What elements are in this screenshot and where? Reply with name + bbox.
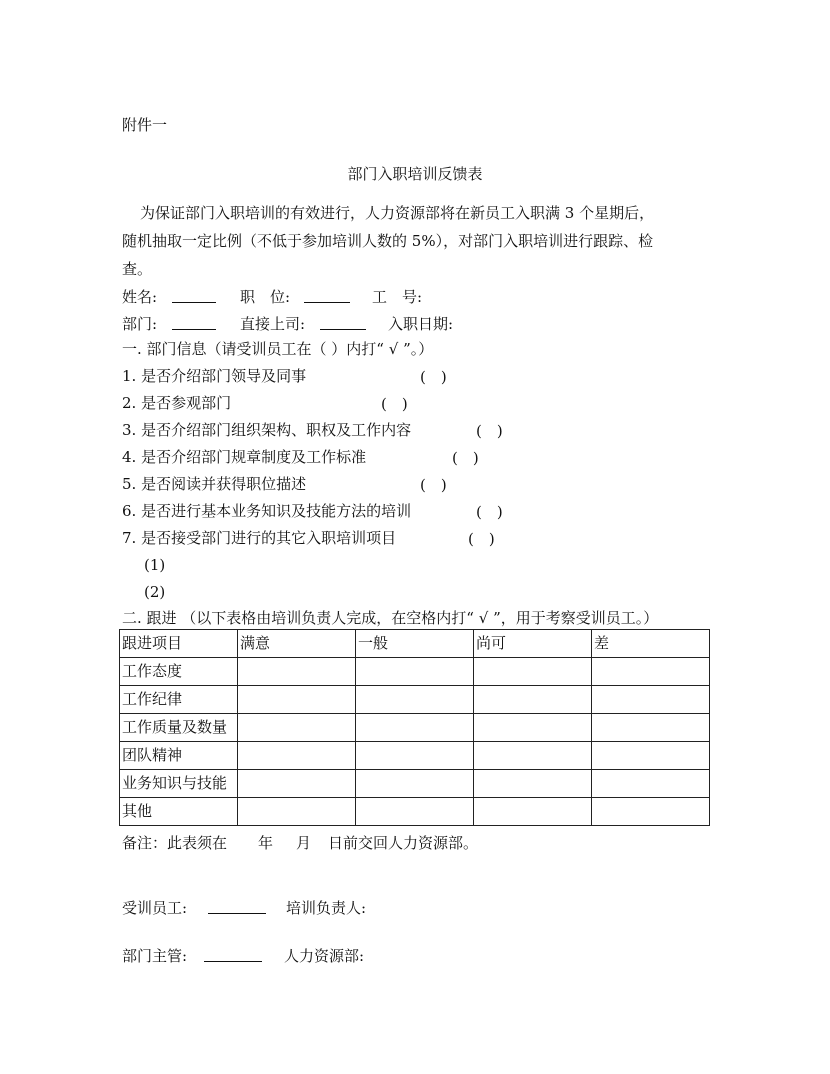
manager-signature-field[interactable] [204, 947, 262, 962]
attachment-label: 附件一 [122, 116, 168, 134]
table-cell[interactable] [592, 658, 710, 686]
section1-heading: 一. 部门信息（请受训员工在（ ）内打“ √ ”。） [122, 340, 434, 358]
table-row [120, 798, 710, 826]
table-cell[interactable] [238, 742, 356, 770]
intro-line-2: 随机抽取一定比例（不低于参加培训人数的 5%），对部门入职培训进行跟踪、检 [122, 232, 654, 250]
sub-item-2: (2) [144, 583, 166, 601]
table-header-item: 跟进项目 [120, 630, 238, 658]
intro-line-3: 查。 [122, 260, 153, 278]
table-cell[interactable] [474, 742, 592, 770]
table-cell[interactable] [238, 686, 356, 714]
question-3-checkbox[interactable]: ( ) [476, 422, 503, 440]
position-field[interactable] [304, 288, 350, 303]
table-header-acceptable: 尚可 [474, 630, 592, 658]
table-cell[interactable] [474, 714, 592, 742]
table-cell[interactable] [356, 714, 474, 742]
table-cell[interactable] [592, 686, 710, 714]
name-field[interactable] [172, 288, 216, 303]
position-label: 职 位: [240, 288, 291, 306]
row-label: 其他 [120, 798, 238, 826]
table-cell[interactable] [356, 742, 474, 770]
question-3: 3. 是否介绍部门组织架构、职权及工作内容 [122, 421, 412, 439]
hire-date-label: 入职日期: [388, 315, 454, 333]
question-7-checkbox[interactable]: ( ) [468, 530, 495, 548]
question-2-checkbox[interactable]: ( ) [381, 395, 408, 413]
table-row [120, 714, 710, 742]
table-cell[interactable] [238, 798, 356, 826]
table-header-row [120, 630, 710, 658]
question-5-checkbox[interactable]: ( ) [420, 476, 447, 494]
intro-line-1: 为保证部门入职培训的有效进行，人力资源部将在新员工入职满 3 个星期后， [140, 204, 655, 222]
question-4: 4. 是否介绍部门规章制度及工作标准 [122, 448, 367, 466]
employee-id-label: 工 号: [372, 288, 423, 306]
manager-label: 部门主管: [122, 947, 188, 965]
trainee-label: 受训员工: [122, 899, 188, 917]
table-header-poor: 差 [592, 630, 710, 658]
table-cell[interactable] [238, 770, 356, 798]
table-cell[interactable] [592, 714, 710, 742]
table-cell[interactable] [356, 658, 474, 686]
sub-item-1: (1) [144, 556, 166, 574]
question-1: 1. 是否介绍部门领导及同事 [122, 367, 307, 385]
table-row [120, 686, 710, 714]
table-header-average: 一般 [356, 630, 474, 658]
table-cell[interactable] [592, 742, 710, 770]
section2-heading: 二. 跟进 （以下表格由培训负责人完成，在空格内打“ √ ”，用于考察受训员工。） [122, 609, 659, 627]
table-cell[interactable] [356, 770, 474, 798]
table-cell[interactable] [238, 658, 356, 686]
name-label: 姓名: [122, 288, 158, 306]
question-6-checkbox[interactable]: ( ) [476, 503, 503, 521]
remark-suffix: 日前交回人力资源部。 [328, 834, 479, 852]
question-1-checkbox[interactable]: ( ) [420, 368, 447, 386]
supervisor-field[interactable] [320, 315, 366, 330]
row-label: 工作态度 [120, 658, 238, 686]
remark-year: 年 [258, 834, 274, 852]
form-title: 部门入职培训反馈表 [347, 165, 483, 183]
table-cell[interactable] [356, 686, 474, 714]
table-row [120, 742, 710, 770]
question-7: 7. 是否接受部门进行的其它入职培训项目 [122, 529, 397, 547]
row-label: 工作质量及数量 [120, 714, 238, 742]
row-label: 业务知识与技能 [120, 770, 238, 798]
trainee-signature-field[interactable] [208, 899, 266, 914]
supervisor-label: 直接上司: [240, 315, 306, 333]
remark-prefix: 备注：此表须在 [122, 834, 228, 852]
question-2: 2. 是否参观部门 [122, 394, 232, 412]
row-label: 团队精神 [120, 742, 238, 770]
followup-table [119, 629, 710, 826]
table-cell[interactable] [474, 658, 592, 686]
table-cell[interactable] [356, 798, 474, 826]
table-cell[interactable] [474, 798, 592, 826]
question-5: 5. 是否阅读并获得职位描述 [122, 475, 307, 493]
table-cell[interactable] [474, 686, 592, 714]
hr-label: 人力资源部: [284, 947, 365, 965]
question-4-checkbox[interactable]: ( ) [452, 449, 479, 467]
table-row [120, 770, 710, 798]
table-cell[interactable] [238, 714, 356, 742]
question-6: 6. 是否进行基本业务知识及技能方法的培训 [122, 502, 412, 520]
table-cell[interactable] [474, 770, 592, 798]
trainer-label: 培训负责人: [286, 899, 367, 917]
table-cell[interactable] [592, 798, 710, 826]
department-label: 部门: [122, 315, 158, 333]
table-cell[interactable] [592, 770, 710, 798]
remark-month: 月 [296, 834, 312, 852]
table-header-satisfied: 满意 [238, 630, 356, 658]
department-field[interactable] [172, 315, 216, 330]
table-row [120, 658, 710, 686]
row-label: 工作纪律 [120, 686, 238, 714]
